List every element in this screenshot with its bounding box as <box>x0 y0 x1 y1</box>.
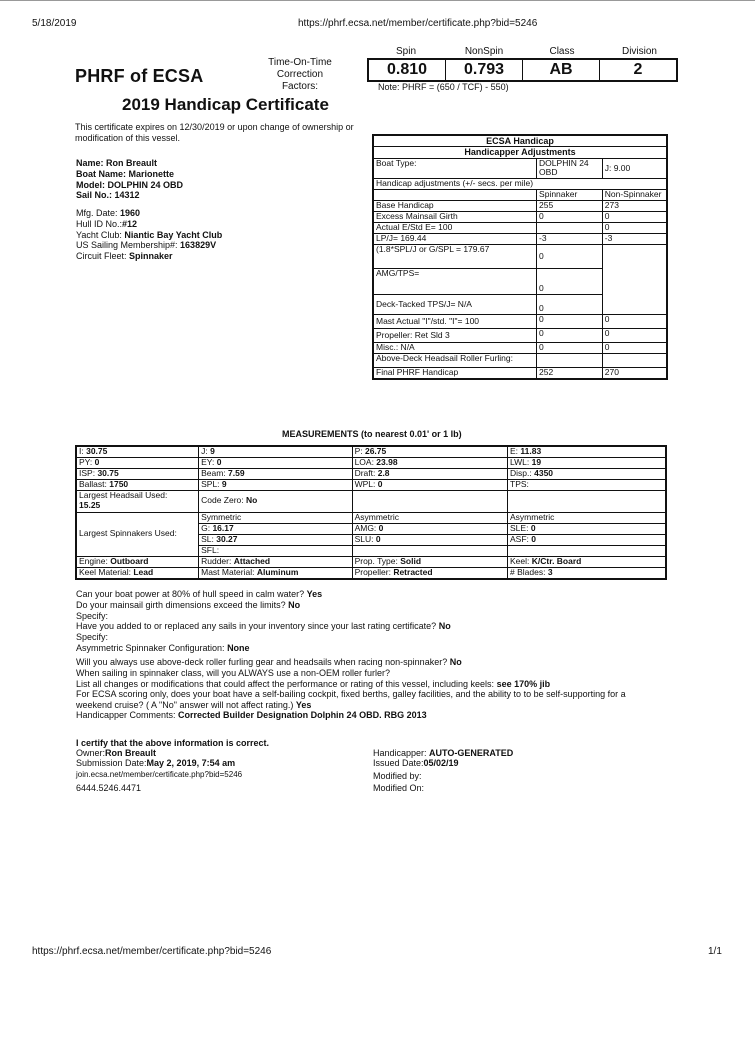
table-row: Actual E/Std E= 100 0 <box>373 223 667 234</box>
questions-block-2 <box>76 657 656 711</box>
top-rule <box>0 0 755 1</box>
modified-by: Modified by: <box>373 771 422 781</box>
handicapper-line: Handicapper: AUTO-GENERATED <box>373 748 514 758</box>
measurements-table <box>75 445 667 580</box>
issued-line: Issued Date:05/02/19 <box>373 758 459 768</box>
table-row: G: 16.17 AMG: 0 SLE: 0 <box>76 523 666 534</box>
col-nonspinnaker: Non-Spinnaker <box>602 190 667 201</box>
question-line: When sailing in spinnaker class, will you ALWAYS use a non-OEM roller furler? <box>76 667 390 678</box>
question-line: Have you added to or replaced any sails in your inventory since your last rating certificate? No <box>76 621 451 632</box>
asym-config-line: Asymmetric Spinnaker Configuration: None <box>76 643 250 653</box>
question-line: Will you always use above-deck roller furling gear and headsails when racing non-spinnaker? No <box>76 657 462 667</box>
table-row: Propeller: Ret Sld 3 0 0 <box>373 329 667 343</box>
yacht-club-line: Yacht Club: Niantic Bay Yacht Club <box>76 229 223 240</box>
headsail-value: 15.25 <box>79 499 101 510</box>
mfg-date-line: Mfg. Date: 1960 <box>76 208 141 218</box>
handicap-subtitle: Handicapper Adjustments <box>373 147 667 158</box>
boat-name-line: Boat Name: Marionette <box>76 168 175 179</box>
adjust-note: Handicap adjustments (+/- secs. per mile) <box>373 179 667 190</box>
factor-class: AB <box>523 60 600 80</box>
table-row: Above-Deck Headsail Roller Furling: <box>373 354 667 368</box>
factor-header-spin: Spin <box>395 46 416 57</box>
factor-header-class: Class <box>549 46 575 57</box>
question-line: Specify: <box>76 632 109 643</box>
factor-headers <box>367 46 678 58</box>
page-title: PHRF of ECSA <box>75 66 204 86</box>
headsail-label: Largest Headsail Used: <box>79 489 168 500</box>
factor-header-nonspin: NonSpin <box>464 46 504 57</box>
table-row: Final PHRF Handicap 252 270 <box>373 368 667 379</box>
join-url: join.ecsa.net/member/certificate.php?bid=5246 <box>76 770 243 779</box>
submission-line: Submission Date:May 2, 2019, 7:54 am <box>76 758 236 768</box>
handicap-table <box>372 134 668 380</box>
membership-line: US Sailing Membership#: 163829V <box>76 240 217 251</box>
col-spinnaker: Spinnaker <box>537 190 603 201</box>
question-line: Can your boat power at 80% of hull speed in calm water? Yes <box>76 589 323 599</box>
table-row: I: 30.75 J: 9 P: 26.75 E: 11.83 <box>76 446 666 457</box>
owner-line: Owner:Ron Breault <box>76 748 157 758</box>
table-row: SFL: <box>76 545 666 556</box>
hull-id-line: Hull ID No.:#12 <box>76 218 138 229</box>
asymmetric-label-2: Asymmetric <box>508 512 666 523</box>
boat-type-value: DOLPHIN 24 OBD <box>537 158 603 179</box>
correction-factors <box>367 46 678 93</box>
table-row: Largest Headsail Used: 15.25 Code Zero: No <box>76 490 666 512</box>
certify-statement: I certify that the above information is correct. <box>76 738 270 748</box>
correction-label <box>245 57 355 93</box>
factor-values <box>367 58 678 82</box>
question-line: List all changes or modifications that could affect the performance or rating of this vessel, including keels: see 170% jib <box>76 678 551 689</box>
correction-label-line1: Time-On-Time Correction <box>268 57 332 80</box>
measurements-heading: MEASUREMENTS (to nearest 0.01' or 1 lb) <box>282 429 462 439</box>
table-row: LP/J= 169.44 -3 -3 <box>373 234 667 245</box>
expiry-note <box>75 122 354 144</box>
question-line: Specify: <box>76 610 109 621</box>
footer-url: https://phrf.ecsa.net/member/certificate.php?bid=5246 <box>32 946 272 957</box>
handicap-title: ECSA Handicap <box>373 135 667 147</box>
table-row: Misc.: N/A 0 0 <box>373 343 667 354</box>
print-url: https://phrf.ecsa.net/member/certificate.php?bid=5246 <box>298 18 538 29</box>
factor-nonspin: 0.793 <box>446 60 523 80</box>
expiry-line2: modification of this vessel. <box>75 132 181 143</box>
boat-type-label: Boat Type: <box>373 158 537 179</box>
symmetric-label: Symmetric <box>199 512 352 523</box>
table-row: Excess Mainsail Girth 0 0 <box>373 212 667 223</box>
table-row: Base Handicap 255 273 <box>373 201 667 212</box>
expiry-line1: This certificate expires on 12/30/2019 or upon change of ownership or <box>75 122 354 132</box>
j-value: J: 9.00 <box>602 158 667 179</box>
correction-label-line2: Factors: <box>281 81 319 92</box>
spinnakers-label: Largest Spinnakers Used: <box>76 512 199 556</box>
questions-block <box>76 589 451 643</box>
table-row: Keel Material: Lead Mast Material: Aluminum Propeller: Retracted # Blades: 3 <box>76 567 666 578</box>
table-row: Mast Actual "I"/std. "I"= 100 0 0 <box>373 315 667 329</box>
question-line: Do your mainsail girth dimensions exceed the limits? No <box>76 599 301 610</box>
certificate-code: 6444.5246.4471 <box>76 783 142 793</box>
modified-on: Modified On: <box>373 783 425 793</box>
col-blank <box>373 190 537 201</box>
table-row: ISP: 30.75 Beam: 7.59 Draft: 2.8 Disp.: 4350 <box>76 468 666 479</box>
boat-details <box>76 208 222 262</box>
table-row: (1.8*SPL/J or G/SPL = 179.67 0 <box>373 245 667 269</box>
asymmetric-label-1: Asymmetric <box>352 512 507 523</box>
boat-info <box>76 158 183 201</box>
circuit-fleet-line: Circuit Fleet: Spinnaker <box>76 251 173 262</box>
table-row: AMG/TPS= 0 <box>373 269 667 295</box>
factor-note: Note: PHRF = (650 / TCF) - 550) <box>378 82 509 92</box>
handicapper-comments: Handicapper Comments: Corrected Builder Designation Dolphin 24 OBD. RBG 2013 <box>76 710 427 720</box>
print-date: 5/18/2019 <box>32 18 77 29</box>
table-row: Ballast: 1750 SPL: 9 WPL: 0 TPS: <box>76 479 666 490</box>
question-line: For ECSA scoring only, does your boat have a self-bailing cockpit, fixed berths, galley facilities, and the ability to to be self-supporting for a <box>76 689 626 700</box>
page-number: 1/1 <box>708 946 722 957</box>
sail-no-line: Sail No.: 14312 <box>76 190 140 201</box>
owner-name-line: Name: Ron Breault <box>76 158 158 168</box>
table-row: PY: 0 EY: 0 LOA: 23.98 LWL: 19 <box>76 457 666 468</box>
factor-header-division: Division <box>621 46 657 57</box>
factor-division: 2 <box>633 61 643 78</box>
question-line: weekend cruise? ( A "No" answer will not affect rating.) Yes <box>76 700 312 711</box>
table-row: Engine: Outboard Rudder: Attached Prop. Type: Solid Keel: K/Ctr. Board <box>76 556 666 567</box>
factor-spin: 0.810 <box>369 60 446 80</box>
model-line: Model: DOLPHIN 24 OBD <box>76 179 184 190</box>
certificate-title: 2019 Handicap Certificate <box>122 95 329 114</box>
table-row: Deck-Tacked TPS/J= N/A 0 <box>373 295 667 315</box>
table-row <box>76 512 666 523</box>
table-row: SL: 30.27 SLU: 0 ASF: 0 <box>76 534 666 545</box>
